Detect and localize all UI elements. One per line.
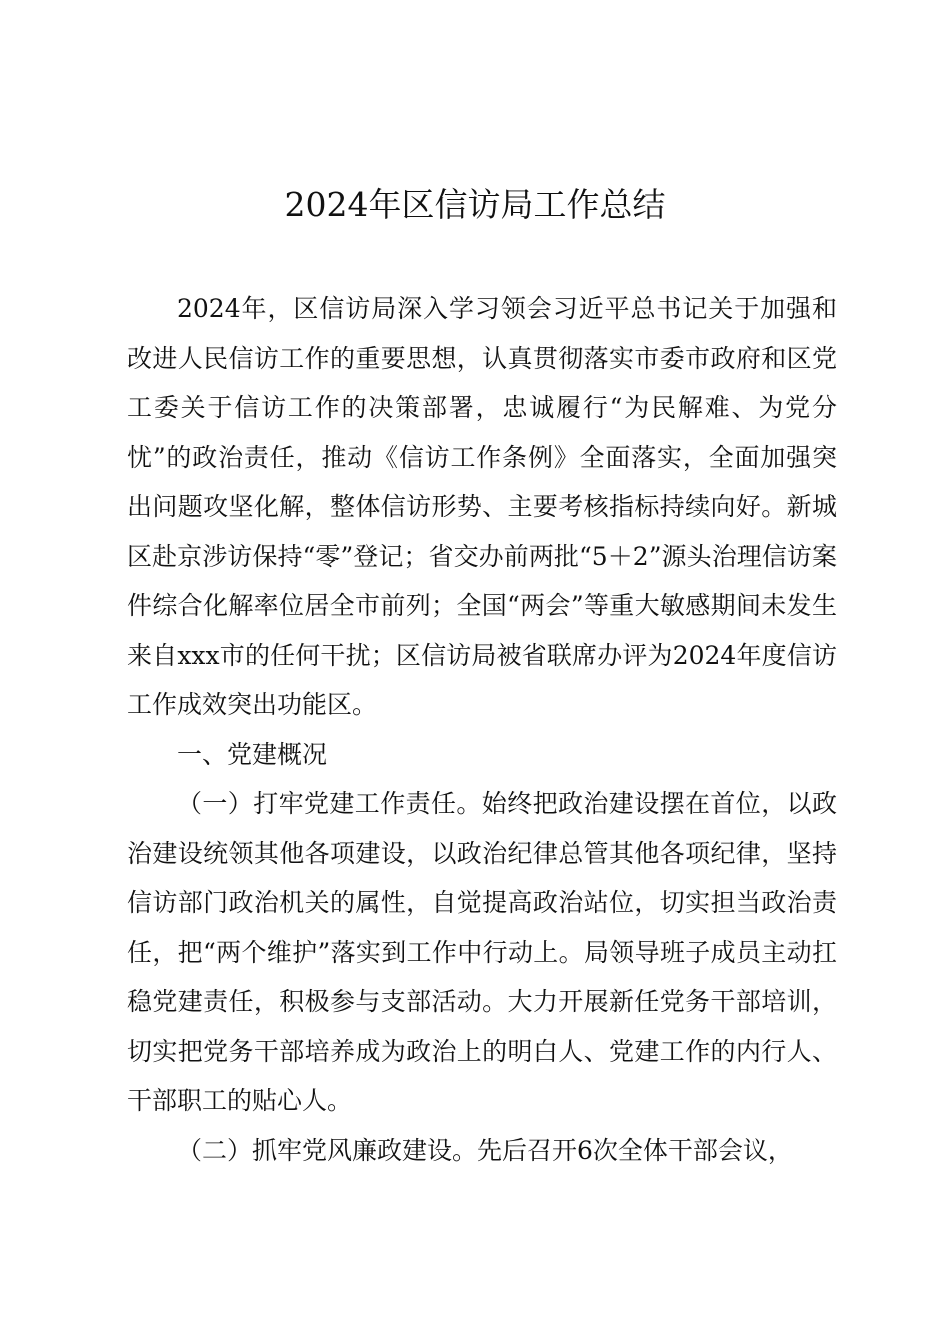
section-heading-party-building: 一、党建概况 <box>177 739 328 769</box>
document-body <box>127 284 837 1175</box>
paragraph-party-responsibility: （一）打牢党建工作责任。始终把政治建设摆在首位，以政治建设统领其他各项建设，以政治纪律总管其他各项纪律，坚持信访部门政治机关的属性，自觉提高政治站位，切实担当政治责任，把“两个维护”落实到工作中行动上。局领导班子成员主动扛稳党建责任，积极参与支部活动。大力开展新任党务干部培训，切实把党务干部培养成为政治上的明白人、党建工作的内行人、干部职工的贴心人。 <box>127 789 837 1115</box>
paragraph-integrity-building: （二）抓牢党风廉政建设。先后召开6次全体干部会议， <box>177 1135 793 1165</box>
intro-paragraph: 2024年，区信访局深入学习领会习近平总书记关于加强和改进人民信访工作的重要思想，认真贯彻落实市委市政府和区党工委关于信访工作的决策部署，忠诚履行“为民解难、为党分忧”的政治责任，推动《信访工作条例》全面落实，全面加强突出问题攻坚化解，整体信访形势、主要考核指标持续向好。新城区赴京涉访保持“零”登记；省交办前两批“5＋2”源头治理信访案件综合化解率位居全市前列；全国“两会”等重大敏感期间未发生来自xxx市的任何干扰；区信访局被省联席办评为2024年度信访工作成效突出功能区。 <box>127 294 837 719</box>
document-title: 2024年区信访局工作总结 <box>284 185 666 224</box>
